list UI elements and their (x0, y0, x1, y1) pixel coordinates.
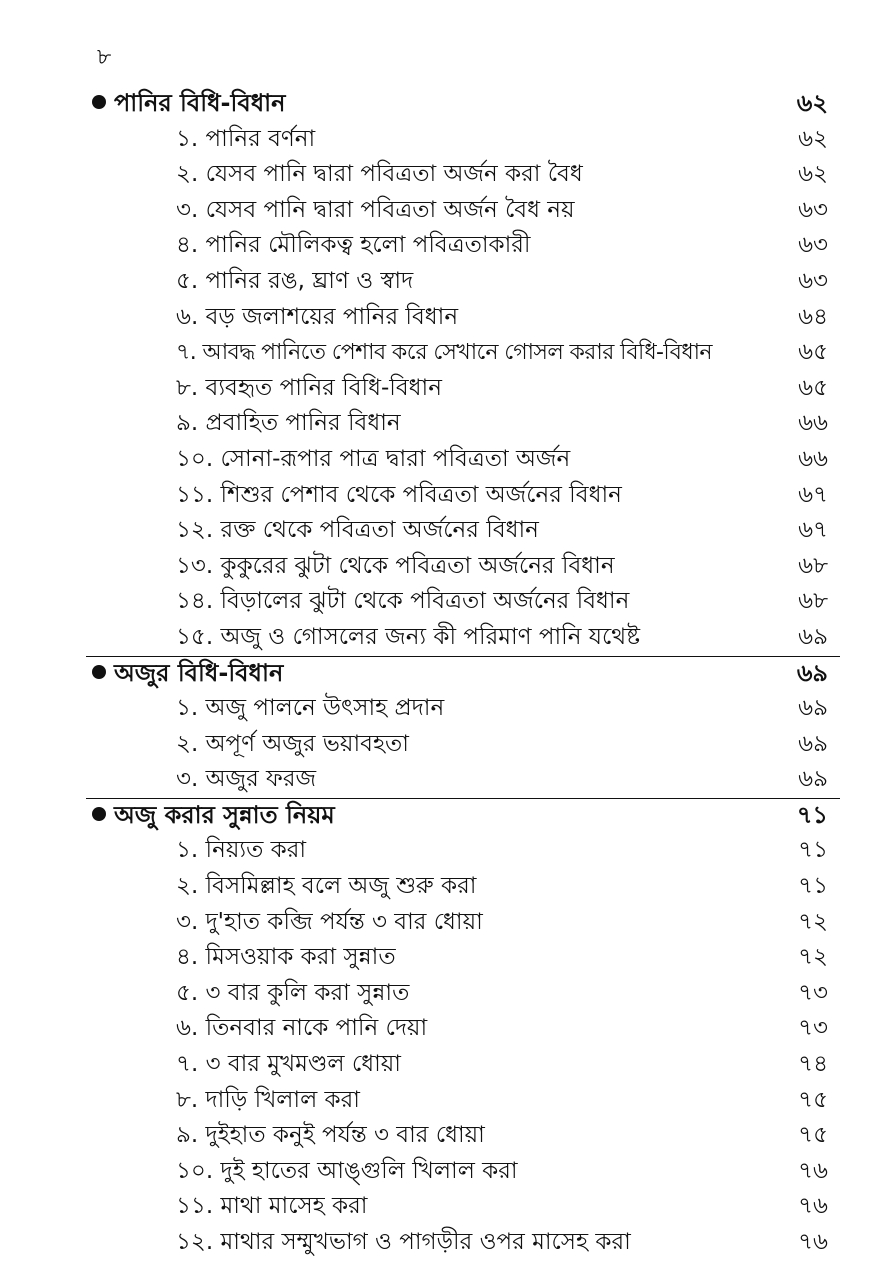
toc-item[interactable] (0, 1011, 870, 1047)
item-title: ৯. প্রবাহিত পানির বিধান (176, 410, 401, 437)
item-page: ৭৫ (798, 1122, 828, 1149)
item-title: ৩. যেসব পানি দ্বারা পবিত্রতা অর্জন বৈধ নয় (176, 196, 575, 223)
item-page: ৬৮ (798, 588, 828, 615)
toc-item[interactable] (0, 228, 870, 264)
toc-item[interactable] (0, 371, 870, 407)
toc-section-1[interactable] (0, 86, 870, 122)
toc-item[interactable] (0, 549, 870, 585)
section-page: ৭১ (796, 800, 828, 829)
item-page: ৬৬ (798, 445, 828, 472)
section-page: ৬৯ (796, 658, 828, 687)
toc-item[interactable] (0, 1118, 870, 1154)
item-title: ২. বিসমিল্লাহ বলে অজু শুরু করা (176, 873, 477, 900)
item-page: ৬৩ (798, 267, 828, 294)
item-title: ১৫. অজু ও গোসলের জন্য কী পরিমাণ পানি যথেষ্ট (176, 623, 640, 650)
toc-section-2[interactable] (0, 656, 870, 692)
toc-item[interactable] (0, 1189, 870, 1225)
item-page: ৬৭ (798, 481, 828, 508)
item-title: ৮. ব্যবহৃত পানির বিধি-বিধান (176, 374, 442, 401)
section-title: অজু করার সুন্নাত নিয়ম (92, 798, 335, 834)
item-page: ৭৪ (798, 1051, 828, 1078)
item-page: ৭২ (798, 908, 828, 935)
toc-item[interactable] (0, 122, 870, 158)
page-number: ৮ (97, 45, 112, 70)
toc-item[interactable] (0, 1225, 870, 1261)
toc-item[interactable] (0, 905, 870, 941)
item-page: ৭২ (798, 944, 828, 971)
item-title: ৪. পানির মৌলিকত্ব হলো পবিত্রতাকারী (176, 232, 531, 259)
item-page: ৬৬ (798, 410, 828, 437)
item-title: ২. যেসব পানি দ্বারা পবিত্রতা অর্জন করা বৈধ (176, 161, 583, 188)
item-title: ১৪. বিড়ালের ঝুটা থেকে পবিত্রতা অর্জনের বিধান (176, 588, 630, 615)
item-title: ৮. দাড়ি খিলাল করা (176, 1086, 360, 1113)
toc-item[interactable] (0, 584, 870, 620)
item-page: ৭৩ (798, 979, 828, 1006)
toc-item[interactable] (0, 478, 870, 514)
table-of-contents (0, 86, 870, 1261)
item-page: ৬৭ (798, 517, 828, 544)
item-page: ৬৪ (798, 303, 828, 330)
item-title: ১১. মাথা মাসেহ করা (176, 1193, 368, 1220)
toc-item[interactable] (0, 727, 870, 763)
item-title: ১২. মাথার সম্মুখভাগ ও পাগড়ীর ওপর মাসেহ করা (176, 1229, 631, 1255)
toc-item[interactable] (0, 264, 870, 300)
item-page: ৬৯ (798, 623, 828, 650)
item-page: ৭৬ (798, 1157, 828, 1184)
toc-item[interactable] (0, 833, 870, 869)
item-page: ৭৬ (798, 1229, 828, 1255)
toc-item[interactable] (0, 513, 870, 549)
item-title: ৪. মিসওয়াক করা সুন্নাত (176, 944, 396, 971)
section-page: ৬২ (796, 89, 828, 117)
item-page: ৬৯ (798, 730, 828, 757)
toc-item[interactable] (0, 157, 870, 193)
item-page: ৬৫ (798, 339, 828, 366)
item-title: ১২. রক্ত থেকে পবিত্রতা অর্জনের বিধান (176, 517, 539, 544)
item-page: ৬৮ (798, 552, 828, 579)
item-page: ৭১ (798, 873, 828, 900)
item-title: ১০. দুই হাতের আঙ্গুলি খিলাল করা (176, 1157, 518, 1184)
toc-item[interactable] (0, 193, 870, 229)
section-title: অজুর বিধি-বিধান (92, 656, 283, 692)
item-title: ৩. দু'হাত কব্জি পর্যন্ত ৩ বার ধোয়া (176, 908, 483, 935)
toc-item[interactable] (0, 442, 870, 478)
toc-item[interactable] (0, 1154, 870, 1190)
bullet-icon (92, 95, 106, 109)
bullet-icon (92, 665, 106, 679)
toc-item[interactable] (0, 1083, 870, 1119)
toc-section-3[interactable] (0, 798, 870, 834)
item-page: ৭৩ (798, 1015, 828, 1042)
item-title: ৩. অজুর ফরজ (176, 766, 317, 793)
item-page: ৬২ (798, 125, 828, 152)
item-page: ৬৯ (798, 766, 828, 793)
item-page: ৬৯ (798, 695, 828, 722)
section-title: পানির বিধি-বিধান (92, 86, 285, 122)
item-page: ৭৫ (798, 1086, 828, 1113)
item-page: ৬২ (798, 161, 828, 188)
item-title: ৫. পানির রঙ, ঘ্রাণ ও স্বাদ (176, 267, 414, 294)
toc-item[interactable] (0, 1047, 870, 1083)
item-title: ৬. তিনবার নাকে পানি দেয়া (176, 1015, 428, 1042)
bullet-icon (92, 807, 106, 821)
item-title: ৬. বড় জলাশয়ের পানির বিধান (176, 303, 459, 330)
toc-item[interactable] (0, 620, 870, 656)
toc-item[interactable] (0, 300, 870, 336)
item-title: ১০. সোনা-রূপার পাত্র দ্বারা পবিত্রতা অর্জন (176, 445, 571, 472)
item-title: ১৩. কুকুরের ঝুটা থেকে পবিত্রতা অর্জনের বিধান (176, 552, 615, 579)
toc-item[interactable] (0, 976, 870, 1012)
item-title: ১. পানির বর্ণনা (176, 125, 316, 152)
toc-item[interactable] (0, 940, 870, 976)
item-page: ৬৫ (798, 374, 828, 401)
toc-item[interactable] (0, 762, 870, 798)
toc-item[interactable] (0, 406, 870, 442)
item-title: ১. অজু পালনে উৎসাহ প্রদান (176, 695, 445, 722)
item-page: ৭১ (798, 837, 828, 864)
toc-item[interactable] (0, 691, 870, 727)
item-title: ২. অপূর্ণ অজুর ভয়াবহতা (176, 730, 409, 757)
item-title: ৭. ৩ বার মুখমণ্ডল ধোয়া (176, 1051, 401, 1078)
item-page: ৬৩ (798, 196, 828, 223)
item-title: ৫. ৩ বার কুলি করা সুন্নাত (176, 979, 410, 1006)
item-page: ৬৩ (798, 232, 828, 259)
toc-item[interactable] (0, 869, 870, 905)
item-title: ৭. আবদ্ধ পানিতে পেশাব করে সেখানে গোসল করার বিধি-বিধান (176, 340, 712, 366)
toc-item[interactable] (0, 335, 870, 371)
item-title: ১১. শিশুর পেশাব থেকে পবিত্রতা অর্জনের বিধান (176, 481, 622, 508)
item-title: ৯. দুইহাত কনুই পর্যন্ত ৩ বার ধোয়া (176, 1122, 485, 1149)
item-title: ১. নিয়্যত করা (176, 837, 307, 864)
item-page: ৭৬ (798, 1193, 828, 1220)
